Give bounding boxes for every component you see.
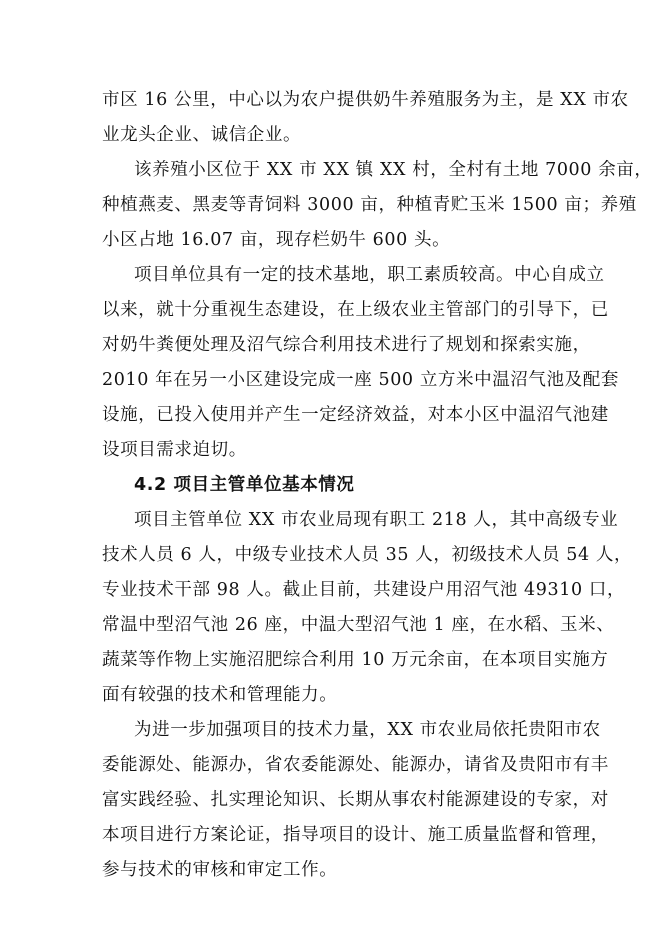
paragraph-5-line-1: 为进一步加强项目的技术力量，XX 市农业局依托贵阳市农	[134, 720, 601, 740]
paragraph-5-line-4: 本项目进行方案论证，指导项目的设计、施工质量监督和管理，	[102, 825, 609, 845]
paragraph-3-line-1: 项目单位具有一定的技术基地，职工素质较高。中心自成立	[134, 265, 605, 285]
section-heading: 4.2 项目主管单位基本情况	[134, 475, 355, 495]
paragraph-1-line-2: 业龙头企业、诚信企业。	[102, 125, 302, 145]
paragraph-4-line-4: 常温中型沼气池 26 座，中温大型沼气池 1 座，在水稻、玉米、	[102, 615, 615, 635]
paragraph-4-line-1: 项目主管单位 XX 市农业局现有职工 218 人，其中高级专业	[134, 510, 619, 530]
paragraph-3-line-5: 设施，已投入使用并产生一定经济效益，对本小区中温沼气池建	[102, 405, 609, 425]
paragraph-3-line-4: 2010 年在另一小区建设完成一座 500 立方米中温沼气池及配套	[102, 370, 619, 390]
paragraph-2-line-3: 小区占地 16.07 亩，现存栏奶牛 600 头。	[102, 230, 451, 250]
paragraph-5-line-2: 委能源处、能源办，省农委能源处、能源办，请省及贵阳市有丰	[102, 755, 609, 775]
paragraph-2-line-2: 种植燕麦、黑麦等青饲料 3000 亩，种植青贮玉米 1500 亩；养殖	[102, 195, 637, 215]
paragraph-3-line-3: 对奶牛粪便处理及沼气综合利用技术进行了规划和探索实施，	[102, 335, 591, 355]
paragraph-3-line-2: 以来，就十分重视生态建设，在上级农业主管部门的引导下，已	[102, 300, 609, 320]
paragraph-1-line-1: 市区 16 公里，中心以为农户提供奶牛养殖服务为主，是 XX 市农	[102, 90, 629, 110]
paragraph-2-line-1: 该养殖小区位于 XX 市 XX 镇 XX 村，全村有土地 7000 余亩，	[134, 160, 653, 180]
paragraph-4-line-2: 技术人员 6 人，中级专业技术人员 35 人，初级技术人员 54 人，	[102, 545, 633, 565]
paragraph-5-line-5: 参与技术的审核和审定工作。	[102, 860, 338, 880]
paragraph-3-line-6: 设项目需求迫切。	[102, 440, 247, 460]
paragraph-5-line-3: 富实践经验、扎实理论知识、长期从事农村能源建设的专家，对	[102, 790, 609, 810]
paragraph-4-line-6: 面有较强的技术和管理能力。	[102, 685, 338, 705]
paragraph-4-line-5: 蔬菜等作物上实施沼肥综合利用 10 万元余亩，在本项目实施方	[102, 650, 609, 670]
paragraph-4-line-3: 专业技术干部 98 人。截止目前，共建设户用沼气池 49310 口，	[102, 580, 626, 600]
